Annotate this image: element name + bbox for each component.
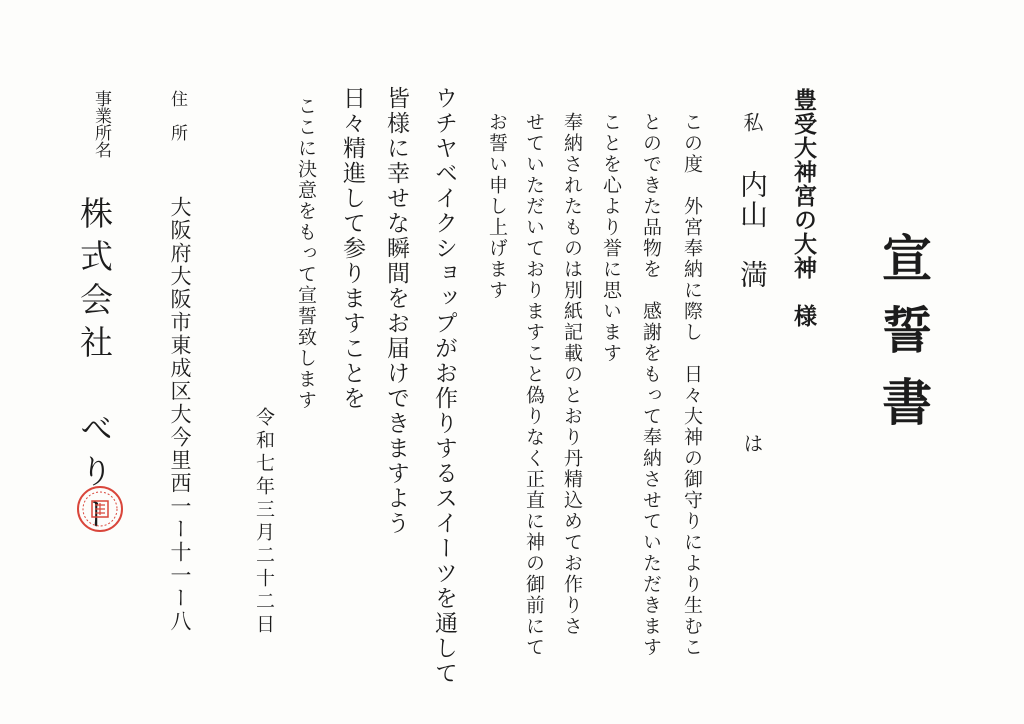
business-name-label: 事業所名 [91, 90, 111, 158]
declarant-line [736, 112, 769, 454]
company-name: 株式会社 べりー [75, 196, 114, 540]
closing-line: ここに決意をもって宣誓致します [295, 96, 317, 411]
declarant-prefix: 私 [740, 112, 764, 133]
body-line: とのできた品物を 感謝をもって奉納させていただきます [640, 112, 662, 658]
document-date: 令和七年三月二十二日 [253, 407, 275, 637]
body-line: 奉納されたものは別紙記載のとおり丹精込めてお作りさ [561, 112, 583, 637]
company-seal-stamp [75, 484, 125, 534]
address-label: 住 所 [167, 90, 187, 141]
address-value: 大阪府大阪市東成区大今里西一ー十一ー八 [168, 196, 192, 633]
body-line: この度 外宮奉納に際し 日々大神の御守りにより生むこ [681, 112, 703, 658]
addressee: 豊受大神宮の大神 様 [790, 88, 817, 328]
declarant-particle: は [740, 433, 764, 454]
handwritten-line: ウチヤベイクショップがお作りするスイーツを通して [431, 86, 457, 686]
body-line: お誓い申し上げます [486, 112, 508, 301]
document-title: 宣誓書 [874, 232, 933, 448]
body-line: せていただいておりますこと偽りなく正直に神の御前にて [523, 112, 545, 658]
handwritten-line: 日々精進して参りますことを [339, 86, 365, 411]
body-line: ことを心より誉に思います [600, 112, 622, 364]
handwritten-line: 皆様に幸せな瞬間をお届けできますよう [383, 86, 409, 536]
declarant-name: 内山 満 [736, 170, 769, 290]
